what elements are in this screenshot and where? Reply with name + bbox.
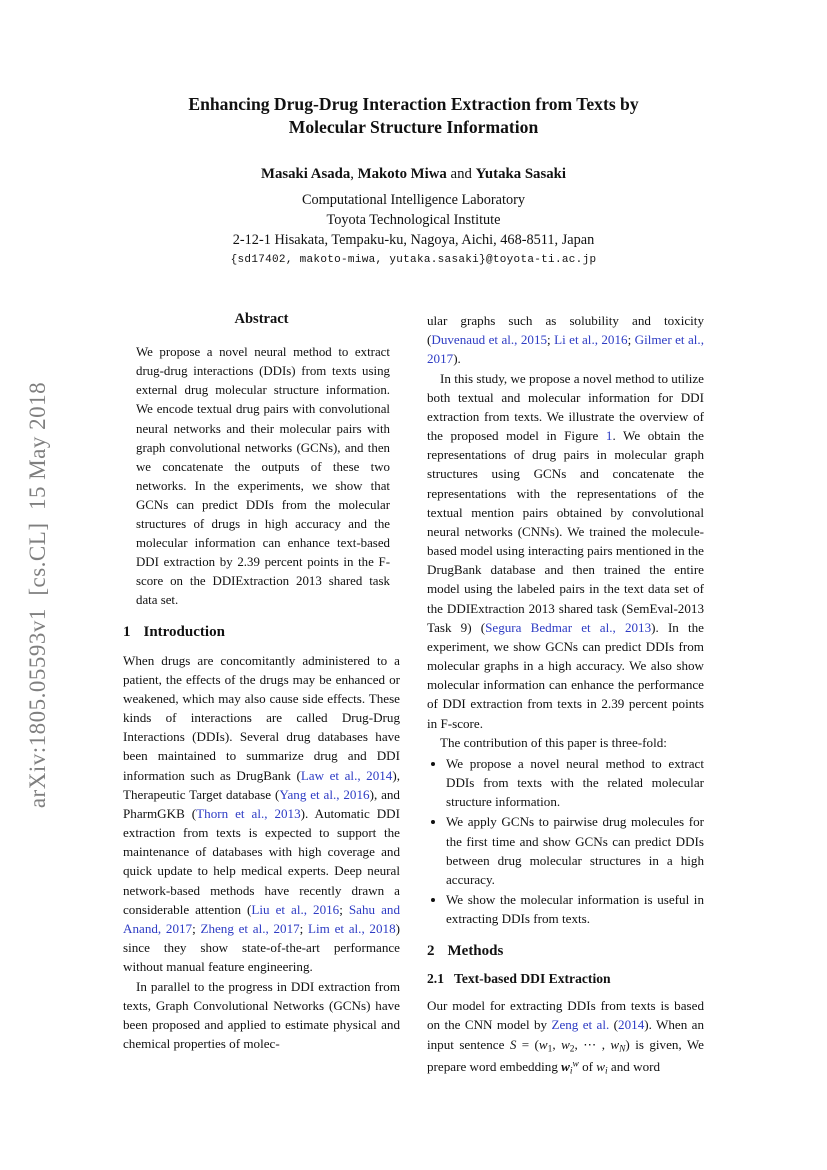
citation-link[interactable]: Gilmer et al., 2017 — [427, 332, 704, 367]
paragraph-intro-2-continued — [427, 311, 704, 369]
citation-link[interactable]: 1 — [605, 428, 613, 444]
contribution-intro: The contribution of this paper is three-fold: — [440, 734, 667, 750]
email-line: {sd17402, makoto-miwa, yutaka.sasaki}@toyota-ti.ac.jp — [230, 253, 597, 266]
text-segment: ). — [453, 351, 461, 367]
text-segment: , ⋯ , — [574, 1036, 611, 1052]
text-segment: 1 — [547, 1044, 553, 1055]
text-segment: w — [572, 1059, 579, 1070]
text-segment: w — [538, 1036, 548, 1052]
text-segment: N — [619, 1044, 626, 1055]
paragraph-study-overview — [427, 369, 704, 733]
text-segment: i — [569, 1066, 573, 1077]
text-segment: of — [578, 1059, 597, 1075]
paragraph-methods-1 — [427, 996, 704, 1079]
subsection-number: 2.1 — [427, 971, 444, 987]
section-title: Introduction — [143, 623, 225, 640]
text-segment: ), and PharmGKB ( — [123, 786, 400, 821]
text-segment: 2 — [569, 1044, 575, 1055]
citation-link[interactable]: Yang et al., 2016 — [279, 786, 370, 802]
text-segment: ; — [339, 901, 349, 917]
text-segment: ) is given, We prepare word embedding — [427, 1036, 704, 1075]
citation-link[interactable]: Duvenaud et al., 2015 — [431, 332, 548, 348]
text-segment: = ( — [516, 1036, 539, 1052]
citation-link[interactable]: 2014 — [618, 1017, 645, 1033]
text-segment: ular graphs such as solubility and toxicity ( — [427, 313, 704, 348]
text-segment: Our model for extracting DDIs from texts is based on the CNN model by — [427, 998, 704, 1033]
citation-link[interactable]: Segura Bedmar et al., 2013 — [485, 619, 652, 635]
right-column — [427, 311, 704, 1079]
left-column — [123, 311, 400, 1079]
contribution-item-2: • We apply GCNs to pairwise drug molecules for the first time and show GCNs can predict DDIs between drug molecular structures in a high accuracy. — [446, 812, 704, 889]
text-segment: ; — [299, 920, 309, 936]
text-segment: S — [509, 1036, 517, 1052]
abstract-heading: Abstract — [234, 311, 289, 327]
abstract-text: We propose a novel neural method to extract drug-drug interactions (DDIs) from texts using external drug molecular structure information. We encode textual drug pairs with convolutional neural networks and their molecular pairs with graph convolutional networks (GCNs), and then we concatenate the outputs of these two networks. In the experiments, we show that GCNs can predict DDIs from the molecular structures of drugs in high accuracy and the molecular information can enhance text-based DDI extraction by 2.39 percent points in the F-score on the DDIExtraction 2013 shared task data set. — [136, 345, 390, 607]
arxiv-watermark: arXiv:1805.05593v1 [cs.CL] 15 May 2018 — [25, 381, 50, 809]
section-heading-methods — [427, 942, 704, 961]
text-segment: ), Therapeutic Target database ( — [123, 767, 400, 802]
citation-link[interactable]: Zheng et al., 2017 — [200, 920, 300, 936]
text-segment: w — [561, 1036, 570, 1052]
text-segment: ; — [547, 332, 555, 348]
text-segment: In parallel to the progress in DDI extraction from texts, Graph Convolutional Networks (GCNs) have been proposed and applied to estimate physical and chemical properties of molec- — [123, 978, 400, 1052]
subsection-heading-text-ddi-extraction — [427, 971, 704, 988]
text-segment: w — [561, 1059, 570, 1075]
contribution-item-3: • We show the molecular information is useful in extracting DDIs from texts. — [446, 890, 704, 928]
affiliation-laboratory: Computational Intelligence Laboratory — [301, 191, 526, 208]
citation-link[interactable]: Liu et al., 2016 — [251, 901, 340, 917]
citation-link[interactable]: Lim et al., 2018 — [308, 920, 396, 936]
text-segment: When drugs are concomitantly administered to a patient, the effects of the drugs may be enhanced or weakened, which may also cause side effects. These kinds of interactions are called Drug-Drug Interactions (DDIs). Several drug databases have been maintained to summarize drug and DDI information such as DrugBank ( — [123, 652, 400, 783]
citation-link[interactable]: Sahu and Anand, 2017 — [123, 901, 400, 936]
subsection-title: Text-based DDI Extraction — [454, 971, 611, 987]
citation-link[interactable]: Zeng et al. — [551, 1017, 610, 1033]
contribution-list — [427, 754, 704, 929]
text-segment: ). When an input sentence — [427, 1017, 705, 1052]
paragraph-intro-1 — [123, 651, 400, 977]
text-segment: In this study, we propose a novel method to utilize both textual and molecular information for DDI extraction from texts. We illustrate the overview of the proposed model in Figure — [427, 370, 704, 444]
text-segment: Masaki Asada — [261, 166, 351, 183]
text-segment: w — [596, 1059, 606, 1075]
two-column-layout — [123, 311, 704, 1079]
text-segment: i — [605, 1066, 608, 1077]
paper-content — [123, 0, 704, 1170]
citation-link[interactable]: Thorn et al., 2013 — [196, 805, 301, 821]
text-segment: w — [610, 1036, 620, 1052]
text-segment: ) since they show state-of-the-art performance without manual feature engineering. — [123, 920, 400, 975]
text-segment: and word — [607, 1059, 661, 1075]
citation-link[interactable]: Li et al., 2016 — [554, 332, 628, 348]
paragraph-intro-2 — [123, 977, 400, 1054]
title-line-1: Enhancing Drug-Drug Interaction Extraction from Texts by — [188, 94, 639, 114]
title-line-2: Molecular Structure Information — [288, 117, 539, 138]
authors-line — [123, 165, 704, 184]
section-number: 1 — [123, 623, 131, 640]
text-segment: , — [350, 166, 358, 183]
affiliation-institute: Toyota Technological Institute — [326, 211, 501, 228]
citation-link[interactable]: Law et al., 2014 — [300, 767, 393, 783]
text-segment: . We obtain the representations of drug pairs in molecular graph structures using GCNs and concatenate the representations with the representations of the textual mention pairs obtained by convolutional neural networks (CNNs). We trained the molecule-based model using interacting pairs mentioned in the DrugBank database and then trained the entire model using the labeled pairs in the text data set of the DDIExtraction 2013 shared task (SemEval-2013 Task 9) ( — [427, 428, 704, 635]
contribution-item-1: • We propose a novel neural method to extract DDIs from texts with the related molecular structure information. — [446, 754, 704, 812]
text-segment: ). Automatic DDI extraction from texts is expected to support the maintenance of databases with high coverage and quick update to help medical experts. Deep neural network-based methods have recently drawn a considerable attention ( — [123, 805, 400, 917]
text-segment: and — [446, 166, 476, 183]
section-number: 2 — [427, 942, 435, 959]
text-segment: Makoto Miwa — [357, 166, 447, 183]
section-heading-introduction — [123, 623, 400, 642]
text-segment: ; — [627, 332, 635, 348]
text-segment: , — [552, 1036, 562, 1052]
paper-title — [123, 0, 704, 139]
text-segment: ( — [609, 1017, 619, 1033]
text-segment: ). In the experiment, we show GCNs can predict DDIs from molecular graphs in a high accuracy. We also show molecular information can enhance the performance of DDI extraction from texts in 2.39 percent points in F-score. — [427, 619, 704, 731]
text-segment: ; — [192, 920, 201, 936]
affiliation-address: 2-12-1 Hisakata, Tempaku-ku, Nagoya, Aichi, 468-8511, Japan — [232, 231, 595, 248]
section-title: Methods — [447, 942, 504, 959]
text-segment: Yutaka Sasaki — [475, 166, 566, 183]
